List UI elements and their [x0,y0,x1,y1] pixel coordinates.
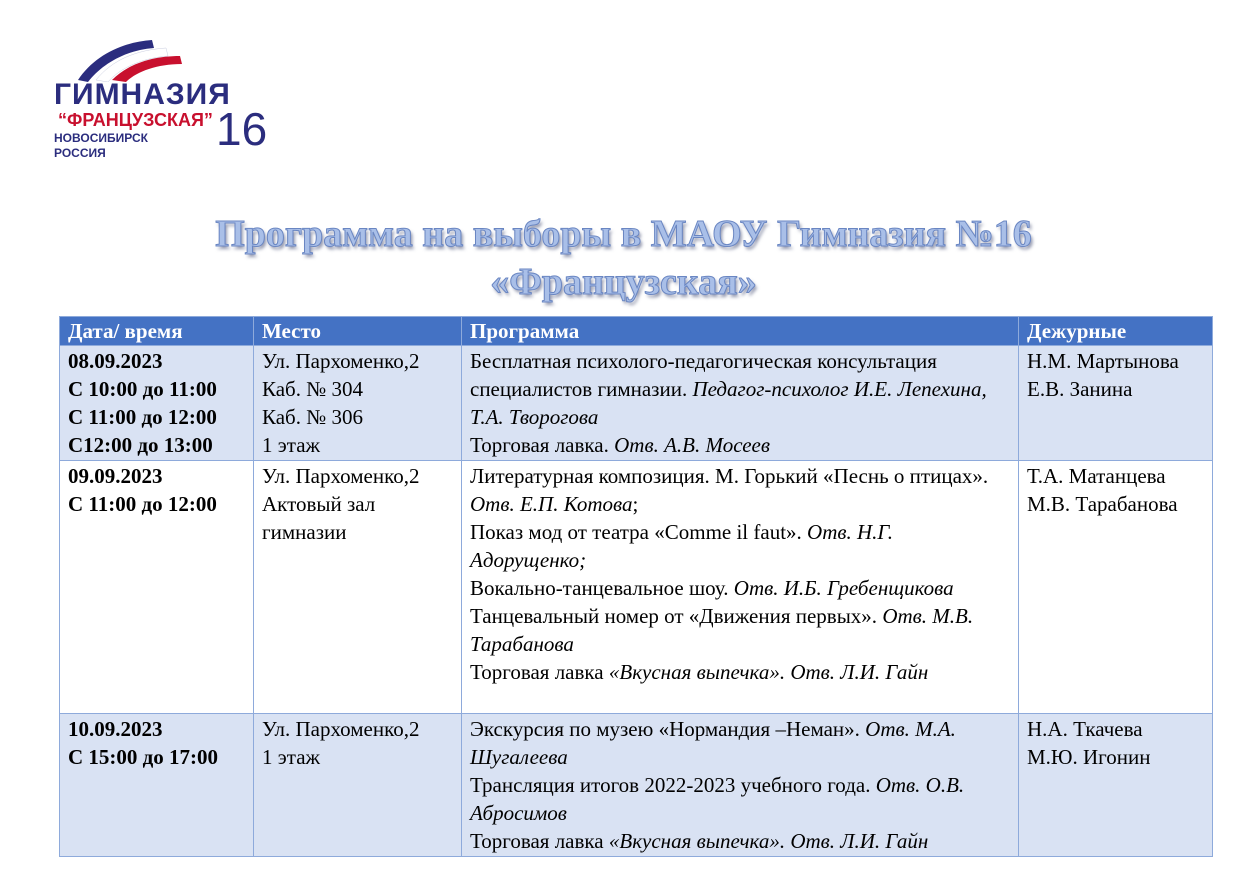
program-item [470,574,1010,602]
place-text: 1 этаж [262,433,321,457]
program-responsible: Отв. И.Б. Гребенщикова [733,576,954,600]
program-item [470,602,1010,658]
table-row [60,346,1213,461]
logo-city: НОВОСИБИРСК [54,131,148,145]
program-responsible: Отв. М.А. Шугалеева [470,717,956,769]
cell-place [254,461,462,714]
time-text: С 10:00 до 11:00 [68,377,217,401]
page-title-line-1: Программа на выборы в МАОУ Гимназия №16 [215,213,1032,255]
place-text: Актовый зал гимназии [262,492,376,544]
cell-duty [1019,346,1213,461]
duty-name: Е.В. Занина [1027,377,1133,401]
page-title-line-2: «Французская» [490,261,757,303]
duty-name: М.Ю. Игонин [1027,745,1151,769]
table-header-row [60,317,1213,346]
header-date: Дата/ время [60,317,254,346]
date-text: 09.09.2023 [68,464,163,488]
place-text: Каб. № 306 [262,405,364,429]
program-item [470,431,1010,459]
gymnasium-logo [52,36,272,160]
program-responsible: Отв. А.В. Мосеев [614,433,770,457]
program-responsible: Отв. М.В. Тарабанова [470,604,974,656]
time-text: С12:00 до 13:00 [68,433,213,457]
logo-main-text: ГИМНАЗИЯ [54,78,231,111]
program-text: Показ мод от театра «Comme il faut». [470,520,808,544]
logo-country: РОССИЯ [54,146,106,160]
program-text: Вокально-танцевальное шоу. [470,576,734,600]
program-item [470,658,1010,686]
logo-sub-text: “ФРАНЦУЗСКАЯ” [58,110,213,130]
program-responsible: Отв. Е.П. Котова [470,492,633,516]
duty-name: Т.А. Матанцева [1027,464,1166,488]
program-text: Торговая лавка. [470,433,615,457]
cell-program [462,714,1019,857]
program-text: Экскурсия по музею «Нормандия –Неман». [470,717,866,741]
table-row [60,714,1213,857]
program-item [470,827,1010,855]
duty-name: М.В. Тарабанова [1027,492,1178,516]
date-text: 10.09.2023 [68,717,163,741]
program-item [470,518,1010,574]
header-place: Место [254,317,462,346]
cell-date [60,714,254,857]
table-row [60,461,1213,714]
duty-name: Н.М. Мартынова [1027,349,1179,373]
program-text: Торговая лавка [470,660,609,684]
place-text: Ул. Пархоменко,2 [262,349,420,373]
duty-name: Н.А. Ткачева [1027,717,1143,741]
header-duty: Дежурные [1019,317,1213,346]
program-responsible: Отв. Н.Г. Адорущенко; [470,520,894,572]
flag-swoosh-icon [74,36,194,82]
program-item [470,347,1010,431]
program-item [470,715,1010,771]
place-text: Ул. Пархоменко,2 [262,717,420,741]
cell-date [60,346,254,461]
place-text: Каб. № 304 [262,377,364,401]
page-title [0,210,1247,306]
cell-duty [1019,461,1213,714]
logo-number: 16 [216,103,268,155]
program-responsible: «Вкусная выпечка». Отв. Л.И. Гайн [608,829,929,853]
program-responsible: Педагог-психолог И.Е. Лепехина, Т.А. Творогова [470,377,987,429]
time-text: С 15:00 до 17:00 [68,745,219,769]
program-item [470,771,1010,827]
program-text: Танцевальный номер от «Движения первых». [470,604,883,628]
program-text: Торговая лавка [470,829,609,853]
time-text: С 11:00 до 12:00 [68,492,217,516]
cell-date [60,461,254,714]
time-text: С 11:00 до 12:00 [68,405,217,429]
program-text: Бесплатная психолого-педагогическая консультация специалистов гимназии. [470,349,937,401]
cell-place [254,346,462,461]
cell-place [254,714,462,857]
place-text: Ул. Пархоменко,2 [262,464,420,488]
header-program: Программа [462,317,1019,346]
cell-duty [1019,714,1213,857]
program-text: Литературная композиция. М. Горький «Песнь о птицах». [470,464,989,488]
program-item [470,462,1010,518]
program-responsible: Отв. О.В. Абросимов [470,773,965,825]
cell-program [462,346,1019,461]
program-text: Трансляция итогов 2022-2023 учебного года. [470,773,876,797]
program-tail: ; [632,492,639,516]
program-responsible: «Вкусная выпечка». Отв. Л.И. Гайн [608,660,929,684]
date-text: 08.09.2023 [68,349,163,373]
cell-program [462,461,1019,714]
place-text: 1 этаж [262,745,321,769]
program-table [59,316,1213,857]
